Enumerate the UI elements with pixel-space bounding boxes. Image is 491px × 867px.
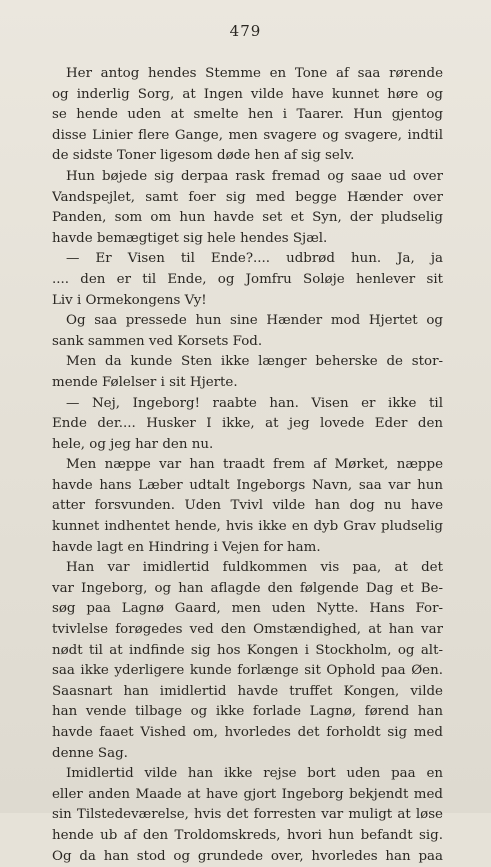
text-line: hende ub af den Troldomskreds, hvori hun befandt sig. <box>52 827 443 843</box>
text-line: Og da han stod og grundede over, hvorledes han paa <box>52 848 443 864</box>
text-line: saa ikke yderligere kunde forlænge sit Ophold paa Øen. <box>52 663 443 679</box>
text-line: Vandspejlet, samt foer sig med begge Hænder over <box>52 189 443 205</box>
text-line: Panden, som om hun havde set et Syn, der pludselig <box>52 210 443 226</box>
text-line: — Nej, Ingeborg! raabte han. Visen er ikke til <box>66 395 443 411</box>
text-line: og inderlig Sorg, at Ingen vilde have kunnet høre og <box>52 86 443 102</box>
text-line: sin Tilstedeværelse, hvis det forresten var muligt at løse <box>52 807 443 823</box>
text-line: hele, og jeg har den nu. <box>52 436 214 452</box>
text-line: .... den er til Ende, og Jomfru Soløje henlever sit <box>52 271 443 287</box>
text-line: Her antog hendes Stemme en Tone af saa rørende <box>66 66 443 81</box>
text-line: de sidste Toner ligesom døde hen af sig selv. <box>52 148 355 164</box>
text-line: tvivlelse forøgedes ved den Omstændighed, at han var <box>52 622 443 638</box>
text-line: mende Følelser i sit Hjerte. <box>52 374 238 390</box>
text-line: havde lagt en Hindring i Vejen for ham. <box>52 539 321 555</box>
text-line: atter forsvunden. Uden Tvivl vilde han dog nu have <box>52 498 443 514</box>
text-line: eller anden Maade at have gjort Ingeborg bekjendt med <box>52 786 443 802</box>
text-line: Saasnart han imidlertid havde truffet Kongen, vilde <box>52 683 443 699</box>
text-line: var Ingeborg, og han aflagde den følgende Dag et Be- <box>52 580 443 596</box>
text-line: havde bemægtiget sig hele hendes Sjæl. <box>52 230 328 246</box>
text-line: havde hans Læber udtalt Ingeborgs Navn, saa var hun <box>52 477 443 493</box>
text-line: disse Linier flere Gange, men svagere og svagere, indtil <box>52 127 443 143</box>
text-line: nødt til at indfinde sig hos Kongen i Stockholm, og alt- <box>52 642 443 658</box>
body-text <box>52 64 443 867</box>
text-line: Liv i Ormekongens Vy! <box>52 292 207 308</box>
text-line: Han var imidlertid fuldkommen vis paa, at det <box>66 560 443 576</box>
text-line: Ende der.... Husker I ikke, at jeg lovede Eder den <box>52 416 443 432</box>
text-line: denne Sag. <box>52 745 128 761</box>
text-line: Hun bøjede sig derpaa rask fremad og saae ud over <box>66 168 443 184</box>
text-line: se hende uden at smelte hen i Taarer. Hun gjentog <box>52 107 443 123</box>
text-line: Imidlertid vilde han ikke rejse bort uden paa en <box>66 766 443 782</box>
text-line: Men næppe var han traadt frem af Mørket, næppe <box>66 457 443 473</box>
text-line: Men da kunde Sten ikke længer beherske de stor- <box>66 354 443 370</box>
text-line: han vende tilbage og ikke forlade Lagnø, førend han <box>52 704 443 720</box>
text-line: Og saa pressede hun sine Hænder mod Hjertet og <box>66 313 443 329</box>
text-line: kunnet indhentet hende, hvis ikke en dyb Grav pludselig <box>52 519 443 535</box>
text-line: sank sammen ved Korsets Fod. <box>52 333 263 349</box>
text-line: — Er Visen til Ende?.... udbrød hun. Ja, ja <box>66 251 443 267</box>
text-line: havde faaet Vished om, hvorledes det forholdt sig med <box>52 725 443 740</box>
text-line: søg paa Lagnø Gaard, men uden Nytte. Hans For- <box>52 601 443 617</box>
page-number: 479 <box>229 22 262 40</box>
